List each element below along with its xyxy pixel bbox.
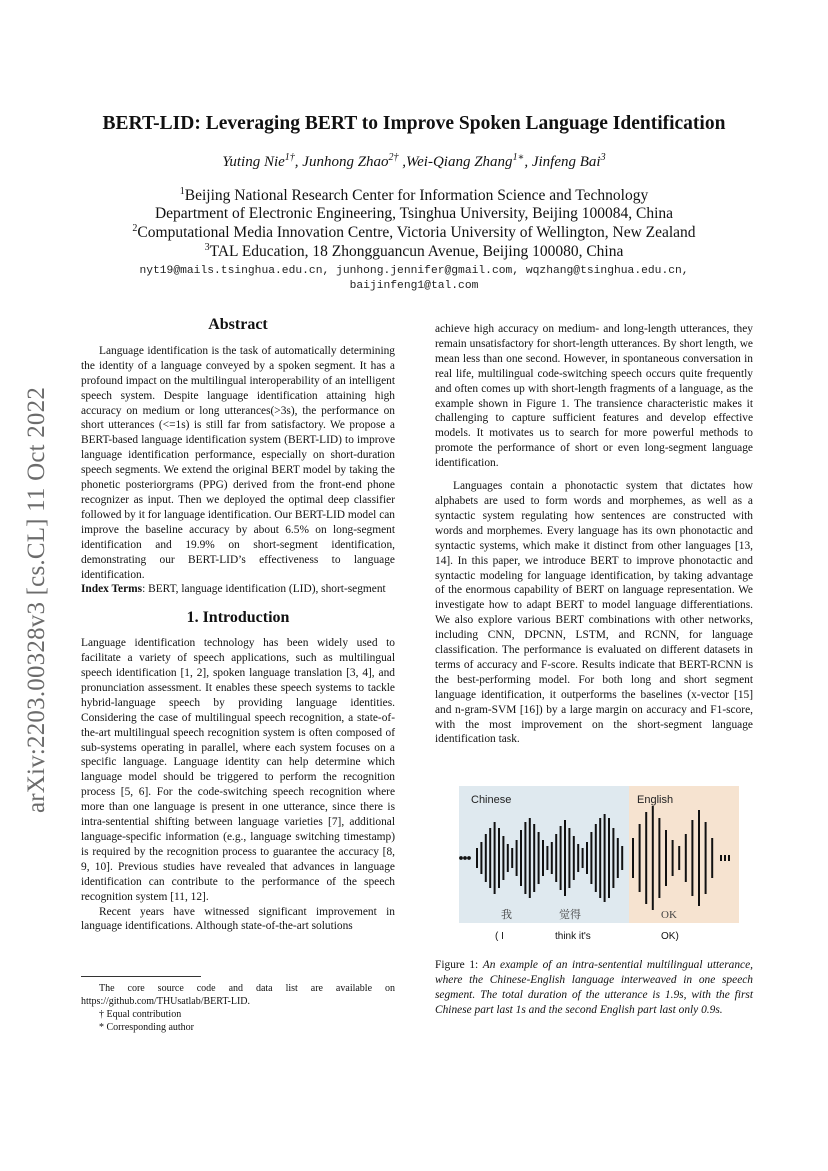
index-terms-text: : BERT, language identification (LID), short-segment <box>142 583 386 596</box>
gloss-ok: OK) <box>661 931 679 941</box>
waveform-figure <box>459 786 754 941</box>
author-name: Junhong Zhao <box>302 154 389 170</box>
author-marker: 1† <box>284 152 295 163</box>
waveform-dot <box>468 857 470 859</box>
affiliation-text: Department of Electronic Engineering, Tsinghua University, Beijing 100084, China <box>154 205 674 222</box>
paper-title: BERT-LID: Leveraging BERT to Improve Spoken Language Identification <box>102 113 726 134</box>
email-line: nyt19@mails.tsinghua.edu.cn, junhong.jennifer@gmail.com, wqzhang@tsinghua.edu.cn, <box>139 265 689 277</box>
index-terms <box>81 582 395 597</box>
author-marker: 2† <box>388 152 399 163</box>
arxiv-identifier: arXiv:2203.00328v3 [cs.CL] 11 Oct 2022 <box>23 386 50 814</box>
affiliation-line <box>60 242 768 261</box>
affiliation-text: Beijing National Research Center for Information Science and Technology <box>184 187 649 205</box>
author-marker: 1∗ <box>512 152 525 163</box>
affiliation-marker: 3 <box>204 242 210 253</box>
footnote: The core source code and data list are available on https://github.com/THUsatlab/BERT-LID. <box>81 983 395 1007</box>
footnote: * Corresponding author <box>99 1022 194 1033</box>
abstract-heading: Abstract <box>208 316 268 333</box>
abstract-text: Language identification is the task of automatically determining the identity of a language conveyed by a spoken segment. It has a profound impact on the multilingual interoperability of an intelligent speech system. Despite language identification attaining high accuracy on medium or long utterances(>3s), the performance on short utterances (<=1s) is still far from satisfactory. We propose a BERT-based language identification system (BERT-LID) to improve language identification performance, especially on short-duration speech segments. We extend the original BERT model by taking the phonetic posteriorgrams (PPG) derived from the front-end phone recognizer as input. Then we deployed the optimal deep classifier followed by it for language identification. Our BERT-LID model can improve the baseline accuracy by about 6.5% on long-segment identification and 19.9% on short-segment identification, demonstrating our BERT-LID’s effectiveness to language identification. <box>81 344 395 581</box>
word-juede: 觉得 <box>559 908 581 921</box>
author-marker: 3 <box>600 152 606 163</box>
caption-label: Figure 1: <box>435 959 483 971</box>
caption-text: An example of an intra-sentential multilingual utterance, where the Chinese-English language interweaved in one speech segment. The total duration of the utterance is 1.9s, with the first Chinese part last 1s and the second English part last only 0.9s. <box>435 959 753 1016</box>
waveform-dot <box>460 857 462 859</box>
footnote-rule <box>81 976 201 977</box>
left-column <box>81 318 395 934</box>
right-column <box>435 322 753 747</box>
author-name: Yuting Nie <box>222 154 285 170</box>
figure-1 <box>459 786 754 941</box>
footnote: † Equal contribution <box>99 1009 182 1020</box>
affiliation-line <box>60 205 768 223</box>
label-chinese: Chinese <box>471 794 512 806</box>
word-wo: 我 <box>501 908 512 921</box>
email-line: baijinfeng1@tal.com <box>349 280 479 292</box>
affiliation-line <box>60 186 768 205</box>
affiliation-text: TAL Education, 18 Zhongguancun Avenue, Beijing 100080, China <box>209 243 624 261</box>
gloss-think: think it's <box>555 931 591 941</box>
word-ok: OK <box>661 909 677 921</box>
affiliation-marker: 1 <box>179 186 185 197</box>
intro-paragraph: Languages contain a phonotactic system that dictates how alphabets are used to form words and morphemes, as well as a syntactic system regulating how sentences are constructed with words and morphemes. Every language has its own phonotactic and syntactic systems, which make it distinct from other languages [13, 14]. In this paper, we introduce BERT to improve phonotactic and syntactic modeling for language identification, by taking advantage of the enormous capability of BERT on language representation. We investigate how to adapt BERT to model language differentiations. We also explore various BERT combinations with other networks, including CNN, DPCNN, LSTM, and RCNN, for language classification. The performance is evaluated on different datasets in terms of accuracy and F-score. Results indicate that BERT-RCNN is the best-performing model. For both long and short segment language identification, it outperforms the baselines (x-vector [15] and n-gram-SVM [16]) by a large margin on accuracy and F1-score, with the most improvement on the short-segment language identification task. <box>435 480 753 746</box>
affiliation-text: Computational Media Innovation Centre, Victoria University of Wellington, New Zealand <box>137 224 696 242</box>
intro-paragraph: Recent years have witnessed significant improvement in language identifications. Although state-of-the-art solutions <box>81 905 395 933</box>
section-heading-introduction: 1. Introduction <box>186 609 290 627</box>
figure-caption <box>435 958 753 1018</box>
intro-paragraph: achieve high accuracy on medium- and long-length utterances, they remain unsatisfactory for short-length utterances. By short length, we mean less than one second. However, in spontaneous conversation in real life, multilingual code-switching speech occurs quite frequently and often comes up with short-length fragments of a language, as the example shown in Figure 1. The transience characteristic makes it challenging to capture sufficient features and develop effective models. It motivates us to search for more powerful methods to promote the performance of short or even long-segment language identification. <box>435 323 753 470</box>
index-terms-label: Index Terms <box>81 583 143 596</box>
gloss-i: ( I <box>495 931 504 941</box>
author-name: Wei-Qiang Zhang <box>406 154 513 170</box>
affiliation-line <box>60 223 768 242</box>
footnotes <box>81 982 395 1034</box>
waveform-dot <box>464 857 466 859</box>
author-list: Yuting Nie$^{1\dagger}$, Junhong Zhao$^{2\dagger}$ ,Wei-Qiang Zhang$^{1∗}$, Jinfeng Bai$^3$ <box>222 152 606 170</box>
intro-paragraph: Language identification technology has been widely used to facilitate a variety of speech applications, such as multilingual speech identification [1, 2], spoken language translation [3, 4], and pronunciation assessment. It enables these speech systems to tackle hybrid-language speech by providing language identities. Considering the case of multilingual speech recognition, a state-of-the-art multilingual speech recognition system is often composed of sub-systems operating in parallel, where each system focuses on a specific language. Language identity can help determine which language model should be triggered to perform the recognition process [5, 6]. For the code-switching speech recognition where more than one language is present in one utterance, since there is intra-sentential shifting between language varieties [7], additional language-specific information (e.g., language switching timestamp) is required by the recognition process to guarantee the accuracy [8, 9, 10]. Previous studies have revealed that advances in language identification can contribute to the performance of the speech recognition system [11, 12]. <box>81 637 395 903</box>
affiliation-marker: 2 <box>132 223 138 234</box>
author-name: Jinfeng Bai <box>531 154 601 170</box>
label-english: English <box>637 794 674 806</box>
